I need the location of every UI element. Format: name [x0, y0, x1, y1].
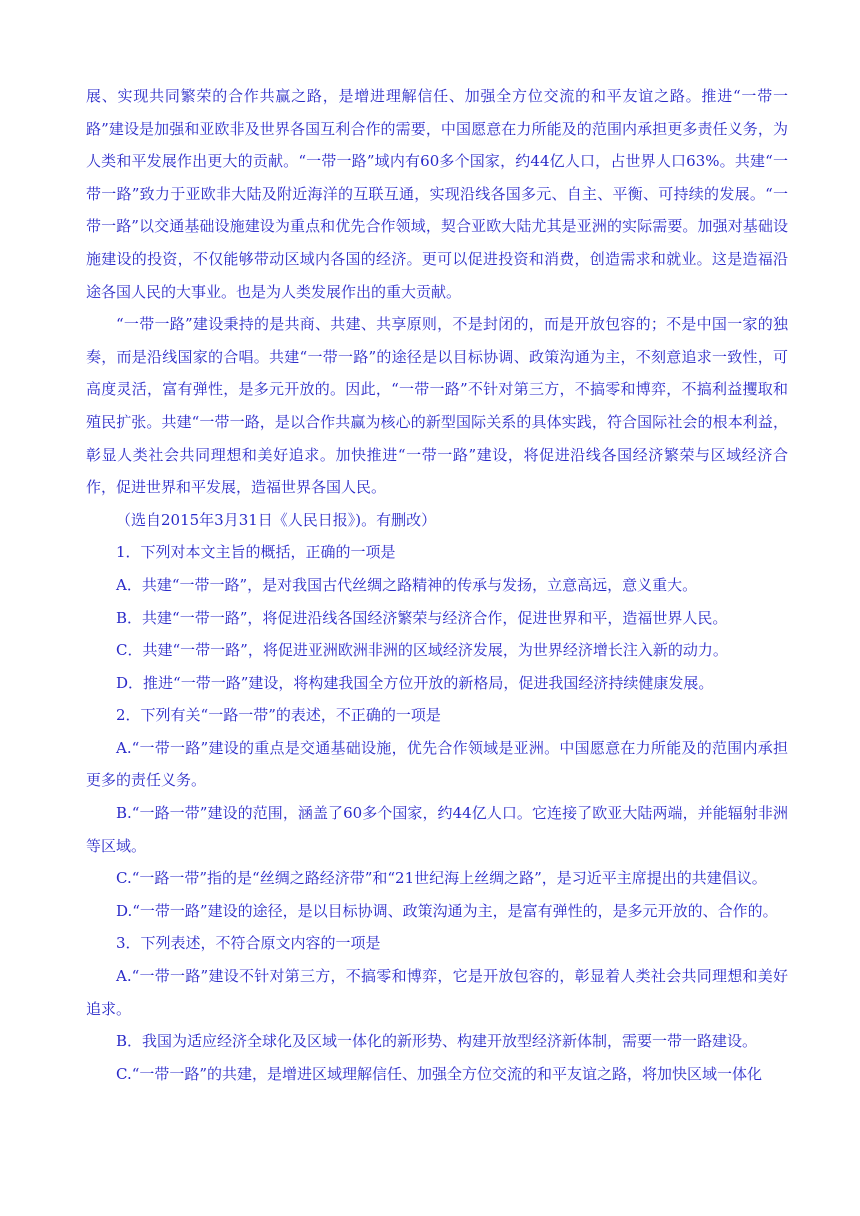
source-citation: （选自2015年3月31日《人民日报》)。有删改） — [116, 510, 437, 529]
paragraph-2: “一带一路”建设秉持的是共商、共建、共享原则，不是封闭的，而是开放包容的；不是中国一家的独奏，而是沿线国家的合唱。共建“一带一路”的途径是以目标协调、政策沟通为主，不刻意追求一致性，可高度灵活，富有弹性，是多元开放的。因此，“一带一路”不针对第三方，不搞零和博弈，不搞利益攫取和殖民扩张。共建“一带一路，是以合作共赢为核心的新型国际关系的具体实践，符合国际社会的根本利益，彰显人类社会共同理想和美好追求。加快推进“一带一路”建设，将促进沿线各国经济繁荣与区域经济合作，促进世界和平发展，造福世界各国人民。 — [86, 315, 788, 497]
question-2-option-b: B.“一路一带”建设的范围，涵盖了60多个国家，约44亿人口。它连接了欧亚大陆两端，并能辐射非洲等区域。 — [86, 804, 788, 855]
question-3-option-a: A.“一带一路”建设不针对第三方，不搞零和博弈，它是开放包容的，彰显着人类社会共同理想和美好追求。 — [86, 967, 788, 1018]
question-3-stem: 3．下列表述，不符合原文内容的一项是 — [116, 934, 381, 953]
question-3-option-b: B．我国为适应经济全球化及区域一体化的新形势、构建开放型经济新体制，需要一带一路建设。 — [116, 1032, 758, 1051]
question-1-stem: 1．下列对本文主旨的概括，正确的一项是 — [116, 543, 396, 562]
question-2-option-a: A.“一带一路”建设的重点是交通基础设施，优先合作领域是亚洲。中国愿意在力所能及的范围内承担更多的责任义务。 — [86, 738, 788, 790]
question-2-option-c: C.“一路一带”指的是“丝绸之路经济带”和“21世纪海上丝绸之路”，是习近平主席提出的共建倡议。 — [116, 869, 767, 888]
question-1-option-c: C．共建“一带一路”，将促进亚洲欧洲非洲的区域经济发展，为世界经济增长注入新的动力。 — [116, 641, 728, 660]
question-1-option-a: A．共建“一带一路”，是对我国古代丝绸之路精神的传承与发扬，立意高远，意义重大。 — [116, 575, 698, 594]
question-2-option-d: D.“一带一路”建设的途径，是以目标协调、政策沟通为主，是富有弹性的，是多元开放的、合作的。 — [116, 901, 778, 920]
question-2-stem: 2．下列有关“一路一带”的表述，不正确的一项是 — [116, 706, 441, 725]
document-page — [86, 80, 788, 1090]
paragraph-1: 展、实现共同繁荣的合作共赢之路，是增进理解信任、加强全方位交流的和平友谊之路。推进“一带一路”建设是加强和亚欧非及世界各国互利合作的需要，中国愿意在力所能及的范围内承担更多责任义务，为人类和平发展作出更大的贡献。“一带一路”域内有60多个国家，约44亿人口，占世界人口63%。共建“一带一路”致力于亚欧非大陆及附近海洋的互联互通，实现沿线各国多元、自主、平衡、可持续的发展。“一带一路”以交通基础设施建设为重点和优先合作领域，契合亚欧大陆尤其是亚洲的实际需要。加强对基础设施建设的投资，不仅能够带动区域内各国的经济。更可以促进投资和消费，创造需求和就业。这是造福沿途各国人民的大事业。也是为人类发展作出的重大贡献。 — [86, 87, 788, 301]
question-1-option-d: D．推进“一带一路”建设，将构建我国全方位开放的新格局，促进我国经济持续健康发展。 — [116, 673, 714, 692]
question-3-option-c: C.“一带一路”的共建，是增进区域理解信任、加强全方位交流的和平友谊之路，将加快区域一体化 — [116, 1064, 763, 1083]
question-1-option-b: B．共建“一带一路”，将促进沿线各国经济繁荣与经济合作，促进世界和平，造福世界人民。 — [116, 608, 728, 627]
